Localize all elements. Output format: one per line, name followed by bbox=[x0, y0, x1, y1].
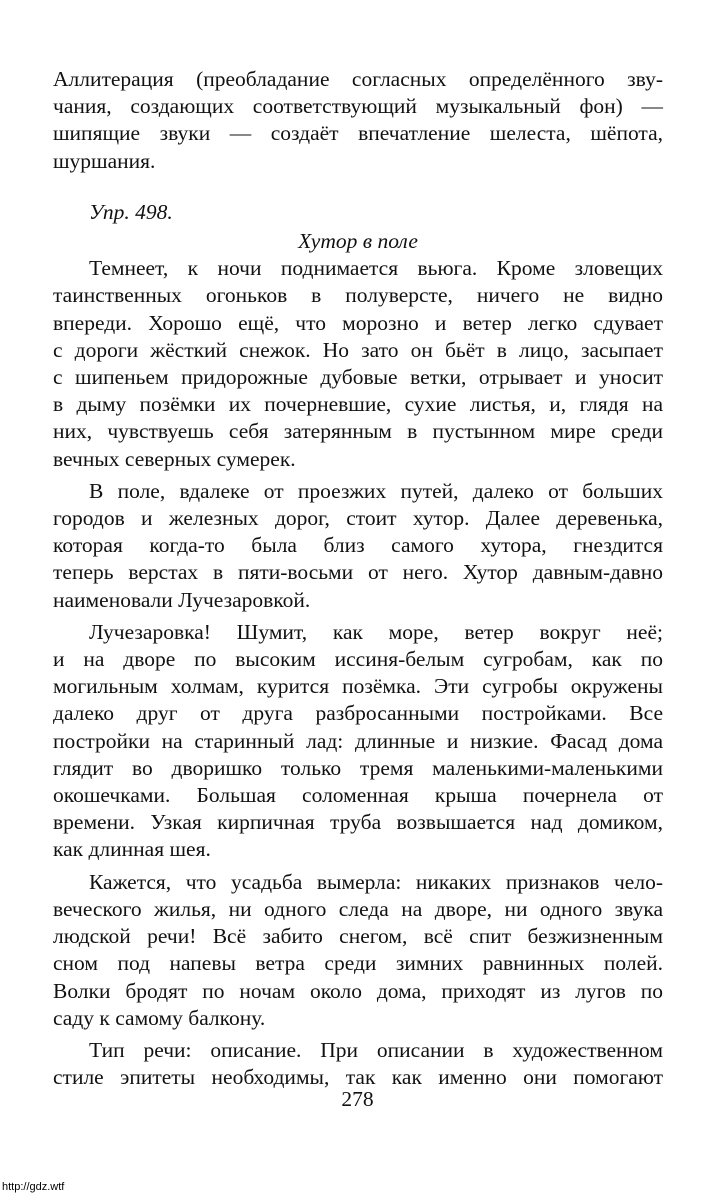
paragraph-4 bbox=[53, 869, 663, 1032]
exercise-label: Упр. 498. bbox=[89, 199, 173, 224]
text-line: далеко друг от друга разбросанными постройками. Все bbox=[53, 701, 663, 726]
intro-paragraph bbox=[53, 66, 663, 175]
text-line: теперь верстах в пяти-восьми от него. Хутор давным-давно bbox=[53, 560, 663, 585]
watermark-link[interactable]: http://gdz.wtf bbox=[2, 1181, 65, 1193]
text-line: городов и железных дорог, стоит хутор. Далее деревенька, bbox=[53, 506, 663, 531]
text-line: В поле, вдалеке от проезжих путей, далеко от больших bbox=[89, 478, 663, 503]
text-line: могильным холмам, курится позёмка. Эти сугробы окружены bbox=[53, 674, 663, 699]
text-line: Тип речи: описание. При описании в художественном bbox=[89, 1037, 663, 1062]
text-line: которая когда-то была близ самого хутора, гнездится bbox=[53, 533, 663, 558]
text-line: с дороги жёсткий снежок. Но зато он бьёт в лицо, засыпает bbox=[53, 337, 663, 362]
text-line: как длинная шея. bbox=[53, 837, 211, 862]
text-line: стиле эпитеты необходимы, так как именно они помогают bbox=[53, 1065, 663, 1090]
text-line: людской речи! Всё забито снегом, всё спит безжизненным bbox=[53, 924, 663, 949]
text-line: таинственных огоньков в полуверсте, ничего не видно bbox=[53, 283, 663, 308]
text-line: Темнеет, к ночи поднимается вьюга. Кроме зловещих bbox=[89, 256, 663, 281]
text-line: них, чувствуешь себя затерянным в пустынном мире среди bbox=[53, 419, 663, 444]
text-line: глядит во дворишко только тремя маленькими-маленькими bbox=[53, 755, 663, 780]
paragraph-1 bbox=[53, 255, 663, 473]
text-line: Аллитерация (преобладание согласных определённого зву- bbox=[53, 67, 663, 91]
paragraph-3 bbox=[53, 619, 663, 864]
page-body bbox=[53, 66, 663, 1091]
text-line: шипящие звуки — создаёт впечатление шелеста, шёпота, bbox=[53, 121, 663, 146]
text-line: и на дворе по высоким иссиня-белым сугробам, как по bbox=[53, 647, 663, 672]
text-line: окошечками. Большая соломенная крыша почернела от bbox=[53, 783, 663, 808]
text-line: с шипеньем придорожные дубовые ветки, отрывает и уносит bbox=[53, 365, 663, 390]
text-line: Кажется, что усадьба вымерла: никаких признаков чело- bbox=[89, 869, 663, 894]
text-line: чания, создающих соответствующий музыкальный фон) — bbox=[53, 94, 663, 119]
page-number: 278 bbox=[341, 1087, 374, 1111]
text-line: постройки на старинный лад: длинные и низкие. Фасад дома bbox=[53, 728, 663, 753]
text-line: Волки бродят по ночам около дома, приходят из лугов по bbox=[53, 978, 663, 1003]
paragraph-2 bbox=[53, 478, 663, 614]
text-line: сном под напевы ветра среди зимних равнинных полей. bbox=[53, 951, 663, 976]
text-line: вечных северных сумерек. bbox=[53, 446, 296, 471]
text-line: веческого жилья, ни одного следа на дворе, ни одного звука bbox=[53, 896, 663, 921]
text-line: шуршания. bbox=[53, 148, 156, 173]
text-line: наименовали Лучезаровкой. bbox=[53, 587, 311, 612]
paragraph-5 bbox=[53, 1037, 663, 1091]
text-line: впереди. Хорошо ещё, что морозно и ветер легко сдувает bbox=[53, 310, 663, 335]
text-line: саду к самому балкону. bbox=[53, 1005, 266, 1030]
text-line: в дыму позёмки их почерневшие, сухие листья, и, глядя на bbox=[53, 392, 663, 417]
text-line: времени. Узкая кирпичная труба возвышается над домиком, bbox=[53, 810, 663, 835]
text-line: Лучезаровка! Шумит, как море, ветер вокруг неё; bbox=[89, 619, 663, 644]
text-title: Хутор в поле bbox=[298, 229, 418, 254]
